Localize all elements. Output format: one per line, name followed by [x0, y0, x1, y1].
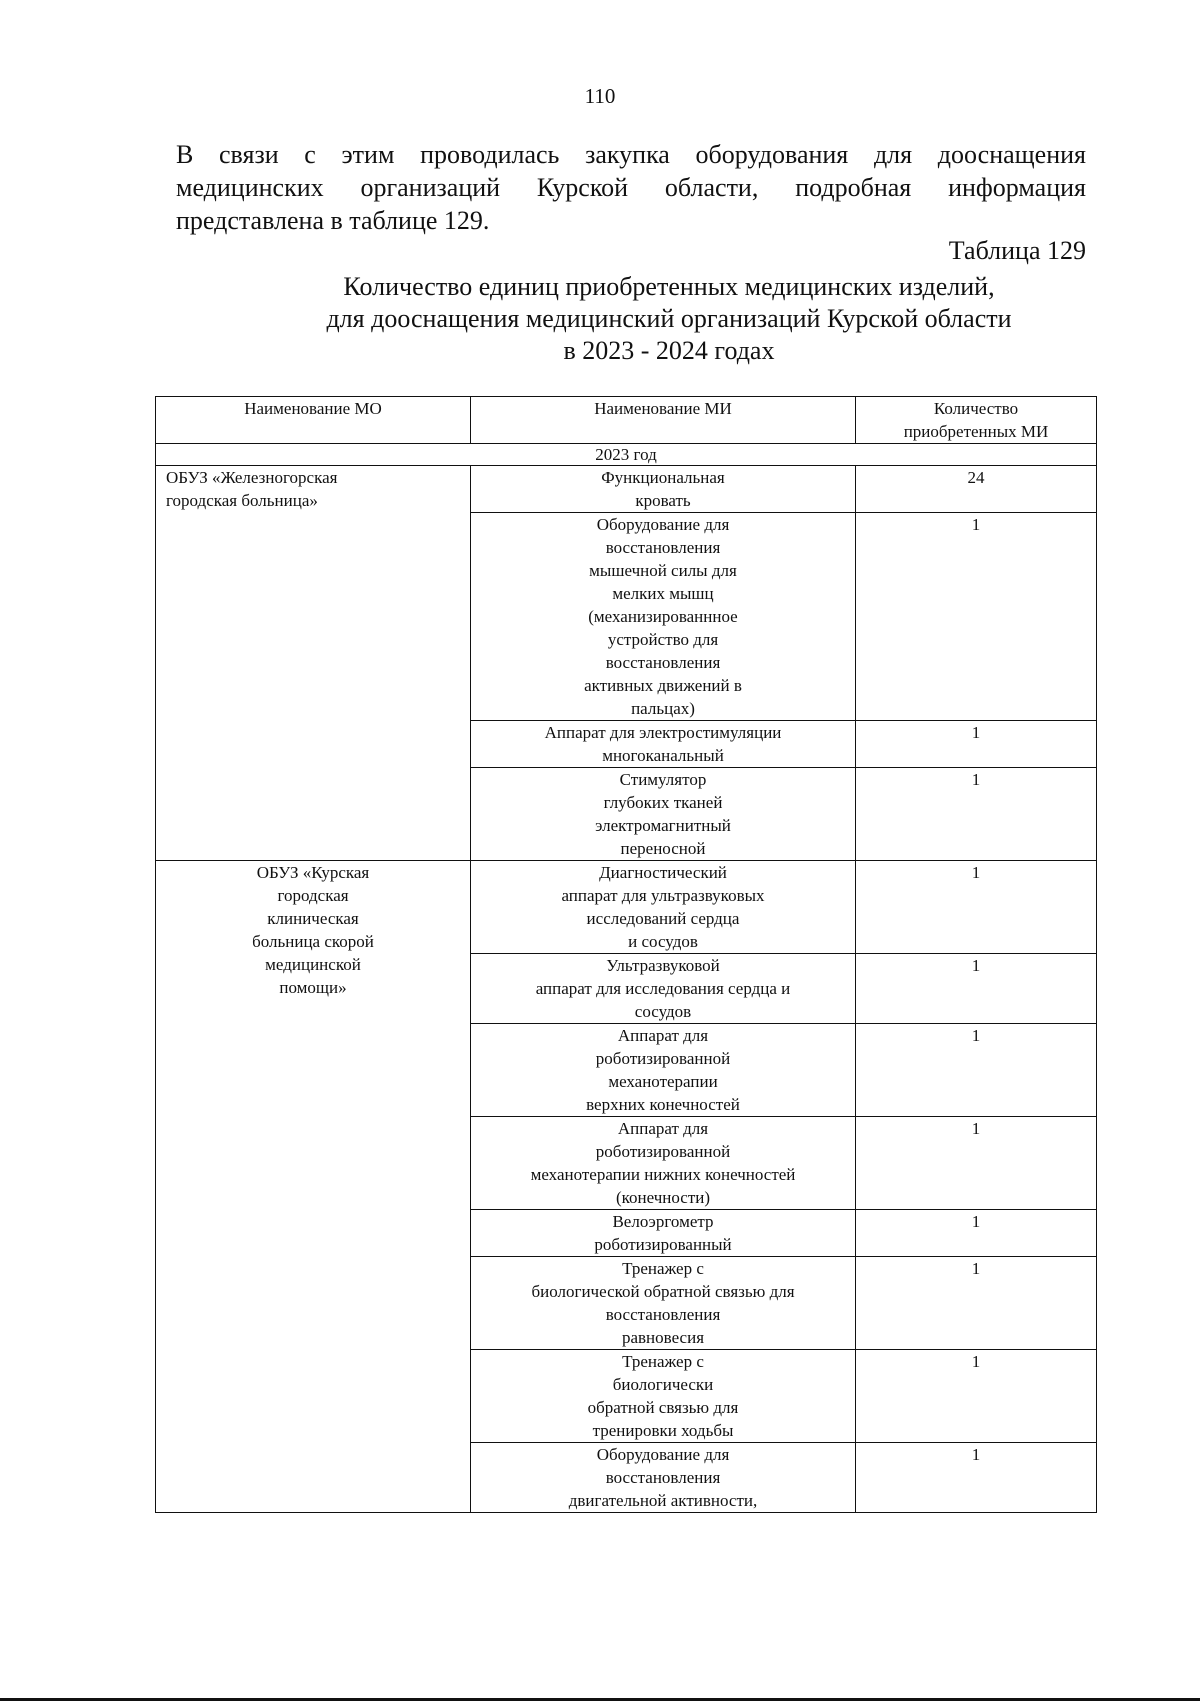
table-label: Таблица 129 [948, 236, 1086, 265]
year-label: 2023 год [156, 444, 1097, 466]
table-row [156, 466, 1097, 513]
org-name: ОБУЗ «Железногорская городская больница» [156, 466, 471, 861]
device-quantity: 1 [856, 1024, 1097, 1117]
table-row [156, 861, 1097, 954]
device-name: Стимулятор глубоких тканей электромагнитный переносной [471, 768, 856, 861]
device-name: Оборудование для восстановления двигательной активности, [471, 1443, 856, 1513]
org-name: ОБУЗ «Курская городская клиническая больница скорой медицинской помощи» [156, 861, 471, 1513]
device-quantity: 1 [856, 954, 1097, 1024]
device-quantity: 1 [856, 768, 1097, 861]
device-quantity: 1 [856, 1257, 1097, 1350]
device-quantity: 1 [856, 1117, 1097, 1210]
header-row [156, 397, 1097, 444]
year-row [156, 444, 1097, 466]
device-quantity: 1 [856, 1443, 1097, 1513]
header-org: Наименование МО [156, 397, 471, 444]
device-quantity: 1 [856, 513, 1097, 721]
device-name: Тренажер с биологически обратной связью для тренировки ходьбы [471, 1350, 856, 1443]
device-quantity: 1 [856, 1210, 1097, 1257]
device-name: Аппарат для электростимуляции многоканальный [471, 721, 856, 768]
device-name: Ультразвуковой аппарат для исследования сердца и сосудов [471, 954, 856, 1024]
device-name: Велоэргометр роботизированный [471, 1210, 856, 1257]
intro-paragraph: В связи с этим проводилась закупка оборудования для дооснащения медицинских организаций Курской области, подробная информация представлена в таблице 129. [176, 140, 1086, 235]
device-name: Функциональная кровать [471, 466, 856, 513]
device-name: Диагностический аппарат для ультразвуковых исследований сердца и сосудов [471, 861, 856, 954]
device-quantity: 1 [856, 721, 1097, 768]
device-name: Тренажер с биологической обратной связью для восстановления равновесия [471, 1257, 856, 1350]
device-name: Аппарат для роботизированной механотерапии нижних конечностей (конечности) [471, 1117, 856, 1210]
device-quantity: 1 [856, 1350, 1097, 1443]
device-name: Аппарат для роботизированной механотерапии верхних конечностей [471, 1024, 856, 1117]
device-quantity: 24 [856, 466, 1097, 513]
device-quantity: 1 [856, 861, 1097, 954]
page-number: 110 [584, 84, 616, 108]
header-quantity: Количество приобретенных МИ [856, 397, 1097, 444]
device-name: Оборудование для восстановления мышечной силы для мелких мышц (механизированнное устройство для восстановления активных движений в пальцах) [471, 513, 856, 721]
header-device: Наименование МИ [471, 397, 856, 444]
table-title: Количество единиц приобретенных медицинских изделий, для дооснащения медицинский организаций Курской области в 2023 - 2024 годах [326, 272, 1012, 365]
equipment-table [155, 396, 1097, 1513]
